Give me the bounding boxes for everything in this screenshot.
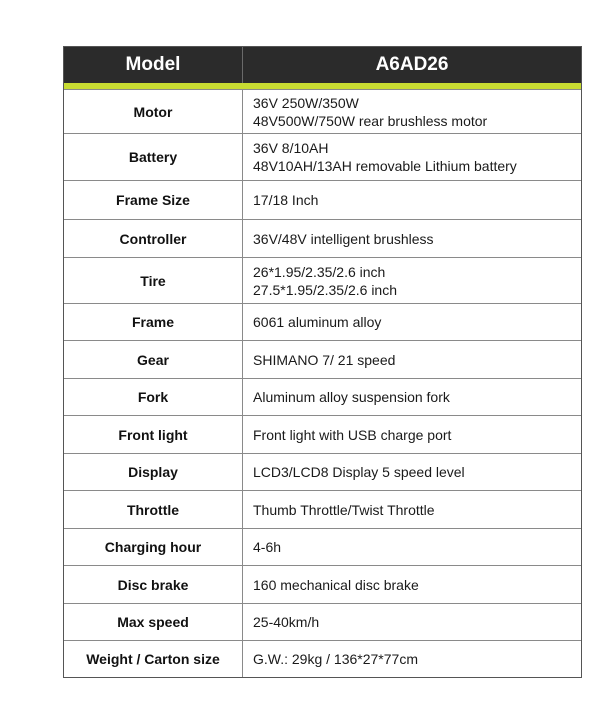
row-value xyxy=(243,379,581,415)
value-line: 36V 250W/350W xyxy=(253,94,359,111)
table-row xyxy=(64,565,581,603)
row-value xyxy=(243,566,581,603)
table-row xyxy=(64,378,581,415)
value-line: 25-40km/h xyxy=(253,614,320,630)
row-value xyxy=(243,181,581,219)
table-row xyxy=(64,490,581,528)
table-row xyxy=(64,415,581,453)
value-line: 48V10AH/13AH removable Lithium battery xyxy=(253,158,517,174)
value-line: Aluminum alloy suspension fork xyxy=(253,389,450,405)
row-value xyxy=(243,416,581,453)
row-label: Throttle xyxy=(64,491,243,528)
row-label: Frame Size xyxy=(64,181,243,219)
row-value xyxy=(243,641,581,677)
row-value xyxy=(243,529,581,565)
row-label: Front light xyxy=(64,416,243,453)
value-line: 6061 aluminum alloy xyxy=(253,314,382,330)
table-row xyxy=(64,180,581,219)
row-value xyxy=(243,604,581,640)
row-label: Max speed xyxy=(64,604,243,640)
row-value xyxy=(243,258,581,303)
value-line: 4-6h xyxy=(253,539,282,555)
value-line: Thumb Throttle/Twist Throttle xyxy=(253,501,435,518)
table-header xyxy=(64,47,581,83)
row-label: Gear xyxy=(64,341,243,378)
value-line: 160 mechanical disc brake xyxy=(253,576,419,593)
header-label: Model xyxy=(64,47,243,83)
table-row xyxy=(64,303,581,340)
table-row xyxy=(64,340,581,378)
row-label: Battery xyxy=(64,134,243,180)
row-label: Frame xyxy=(64,304,243,340)
row-label: Motor xyxy=(64,90,243,133)
table-row xyxy=(64,257,581,303)
value-line: 17/18 Inch xyxy=(253,192,319,208)
header-model-value: A6AD26 xyxy=(375,54,449,75)
value-line: 36V/48V intelligent brushless xyxy=(253,230,434,247)
value-line: 48V500W/750W rear brushless motor xyxy=(253,112,488,129)
row-value xyxy=(243,454,581,490)
row-value xyxy=(243,491,581,528)
row-value xyxy=(243,134,581,180)
table-row xyxy=(64,528,581,565)
table-row xyxy=(64,89,581,133)
table-row xyxy=(64,603,581,640)
row-label: Display xyxy=(64,454,243,490)
value-line: LCD3/LCD8 Display 5 speed level xyxy=(253,464,465,480)
value-line: SHIMANO 7/ 21 speed xyxy=(253,351,396,368)
value-line: G.W.: 29kg / 136*27*77cm xyxy=(253,651,418,667)
table-row xyxy=(64,133,581,180)
row-label: Tire xyxy=(64,258,243,303)
value-line: 27.5*1.95/2.35/2.6 inch xyxy=(253,281,398,298)
table-row xyxy=(64,640,581,677)
value-line: 36V 8/10AH xyxy=(253,140,329,156)
spec-table xyxy=(63,46,582,678)
row-value xyxy=(243,304,581,340)
row-label: Charging hour xyxy=(64,529,243,565)
table-row xyxy=(64,219,581,257)
value-line: 26*1.95/2.35/2.6 inch xyxy=(253,263,386,280)
row-value xyxy=(243,90,581,133)
row-label: Weight / Carton size xyxy=(64,641,243,677)
value-line: Front light with USB charge port xyxy=(253,426,452,443)
row-label: Fork xyxy=(64,379,243,415)
table-row xyxy=(64,453,581,490)
row-value xyxy=(243,341,581,378)
row-label: Controller xyxy=(64,220,243,257)
row-value xyxy=(243,220,581,257)
row-label: Disc brake xyxy=(64,566,243,603)
